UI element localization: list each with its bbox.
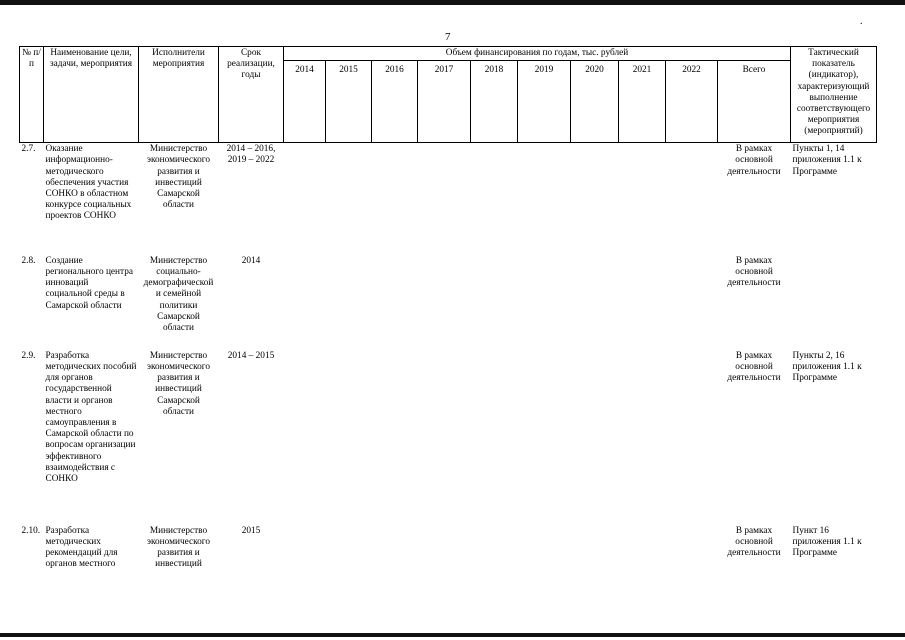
row-term: 2014 – 2015 bbox=[227, 350, 275, 361]
program-table bbox=[19, 46, 877, 585]
header-year: 2015 bbox=[326, 61, 372, 143]
row-indicator: Пункт 16 приложения 1.1 к Программе bbox=[792, 525, 862, 559]
bottom-border bbox=[0, 633, 905, 637]
row-num: 2.7. bbox=[20, 143, 44, 255]
row-executor: Министерство экономического развития и инвестиций Самарской области bbox=[146, 350, 211, 417]
row-num: 2.8. bbox=[21, 255, 36, 266]
row-num: 2.10. bbox=[21, 525, 41, 536]
header-total: Всего bbox=[718, 61, 791, 143]
row-executor: Министерство экономического развития и инвестиций Самарской области bbox=[139, 143, 219, 255]
row-name: Создание регионального центра инноваций социальной среды в Самарской области bbox=[45, 255, 133, 311]
table-row bbox=[20, 525, 877, 585]
header-year: 2018 bbox=[471, 61, 518, 143]
page-number: 7 bbox=[445, 31, 451, 43]
row-executor: Министерство экономического развития и инвестиций bbox=[146, 525, 211, 570]
table-row bbox=[20, 350, 877, 525]
row-indicator: Пункты 1, 14 приложения 1.1 к Программе bbox=[791, 143, 877, 255]
row-name: Разработка методических рекомендаций для органов местного bbox=[45, 525, 118, 570]
header-term: Срок реализации, годы bbox=[219, 47, 284, 143]
row-total: В рамках основной деятельности bbox=[727, 350, 781, 384]
header-row bbox=[20, 47, 877, 61]
header-year: 2016 bbox=[372, 61, 418, 143]
header-year: 2022 bbox=[666, 61, 718, 143]
header-num: № п/п bbox=[20, 47, 44, 143]
header-year: 2021 bbox=[619, 61, 666, 143]
header-name: Наименование цели, задачи, мероприятия bbox=[44, 47, 139, 143]
row-total: В рамках основной деятельности bbox=[727, 255, 781, 289]
row-num: 2.9. bbox=[21, 350, 36, 361]
header-executors: Исполнители мероприятия bbox=[139, 47, 219, 143]
row-total: В рамках основной деятельности bbox=[718, 143, 791, 255]
row-term: 2015 bbox=[241, 525, 261, 536]
row-indicator bbox=[791, 255, 877, 350]
row-name: Оказание информационно-методического обеспечения участия СОНКО в областном конкурсе социальных проектов СОНКО bbox=[44, 143, 139, 255]
row-indicator: Пункты 2, 16 приложения 1.1 к Программе bbox=[792, 350, 862, 384]
row-term: 2014 bbox=[241, 255, 261, 266]
header-funding: Объем финансирования по годам, тыс. рублей bbox=[284, 47, 791, 61]
header-year: 2014 bbox=[284, 61, 326, 143]
top-border bbox=[0, 0, 905, 5]
header-year: 2020 bbox=[571, 61, 619, 143]
header-indicator: Тактический показатель (индикатор), характеризующий выполнение соответствующего мероприятия (мероприятий) bbox=[791, 47, 877, 143]
row-total: В рамках основной деятельности bbox=[727, 525, 781, 559]
table-row bbox=[20, 255, 877, 350]
row-term: 2014 – 2016, 2019 – 2022 bbox=[219, 143, 284, 255]
row-name: Разработка методических пособий для органов государственной власти и органов местного самоуправления в Самарской области по вопросам организации эффективного взаимодействия с СОНКО bbox=[45, 350, 137, 484]
header-year: 2019 bbox=[518, 61, 571, 143]
row-executor: Министерство социально-демографической и семейной политики Самарской области bbox=[143, 255, 214, 333]
corner-mark: . bbox=[860, 16, 863, 27]
header-year: 2017 bbox=[418, 61, 471, 143]
table-row bbox=[20, 143, 877, 255]
